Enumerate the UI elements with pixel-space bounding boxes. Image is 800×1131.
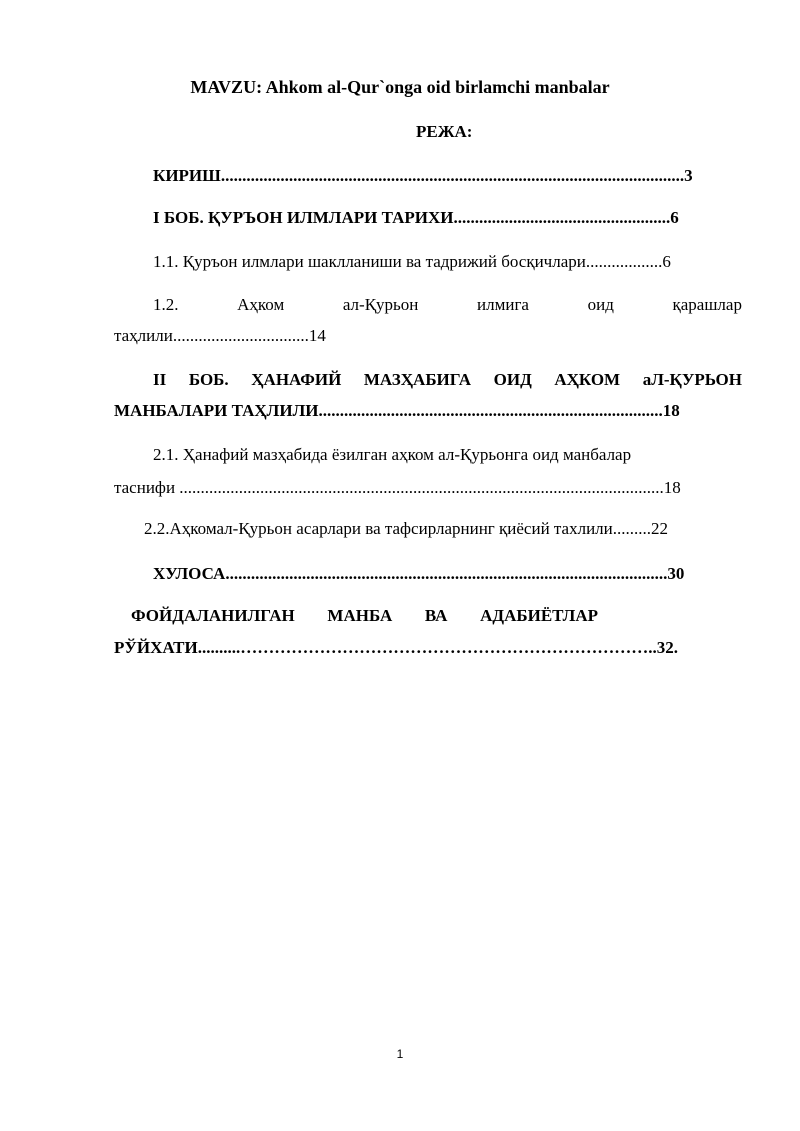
toc-entry-2-2: 2.2.Аҳкомал-Қурьон асарлари ва тафсирларнинг қиёсий тахлили.........22: [144, 519, 669, 538]
toc-entry-references-continuation: РЎЙХАТИ..........………………………………………………………………..32.: [114, 638, 678, 657]
toc-word: II: [153, 370, 167, 389]
toc-word: ҲАНАФИЙ: [251, 370, 342, 389]
toc-entry-chapter-2: [153, 370, 742, 390]
toc-word: ал-Қурьон: [342, 295, 419, 314]
toc-word: ВА: [424, 606, 448, 625]
toc-entry-2-1-continuation: таснифи ..................................................................................................................18: [114, 478, 681, 497]
toc-word: Аҳком: [237, 295, 285, 314]
toc-word: оид: [587, 295, 614, 314]
toc-word: МАНБА: [327, 606, 393, 625]
toc-word: БОБ.: [188, 370, 229, 389]
toc-word: қарашлар: [672, 295, 742, 314]
toc-word: аЛ-ҚУРЬОН: [642, 370, 742, 389]
toc-word: МАЗҲАБИГА: [363, 370, 472, 389]
toc-entry-1-1: 1.1. Қуръон илмлари шаклланиши ва тадрижий босқичлари..................6: [153, 252, 671, 271]
toc-entry-kirish: КИРИШ.............................................................................................................3: [153, 166, 693, 185]
toc-word: 1.2.: [153, 295, 179, 314]
toc-word: ФОЙДАЛАНИЛГАН: [131, 606, 295, 625]
page-title: MAVZU: Ahkom al-Qur`onga oid birlamchi manbalar: [190, 77, 610, 97]
toc-entry-chapter-1: I БОБ. ҚУРЪОН ИЛМЛАРИ ТАРИХИ...................................................6: [153, 208, 679, 227]
toc-entry-2-1: 2.1. Ҳанафий мазҳабида ёзилган аҳком ал-Қурьонга оид манбалар: [153, 445, 632, 464]
toc-entry-xulosa: ХУЛОСА........................................................................................................30: [153, 564, 685, 583]
toc-entry-1-2: [153, 295, 742, 315]
toc-word: АҲКОМ: [554, 370, 621, 389]
toc-word: илмига: [477, 295, 529, 314]
toc-entry-chapter-2-continuation: МАНБАЛАРИ ТАҲЛИЛИ.................................................................................18: [114, 401, 680, 420]
toc-entry-1-2-continuation: таҳлили................................14: [114, 326, 326, 345]
toc-word: АДАБИЁТЛАР: [480, 606, 598, 625]
page-number: 1: [396, 1047, 404, 1061]
toc-entry-references: [131, 606, 598, 626]
plan-heading: РЕЖА:: [416, 122, 473, 141]
toc-word: ОИД: [493, 370, 532, 389]
